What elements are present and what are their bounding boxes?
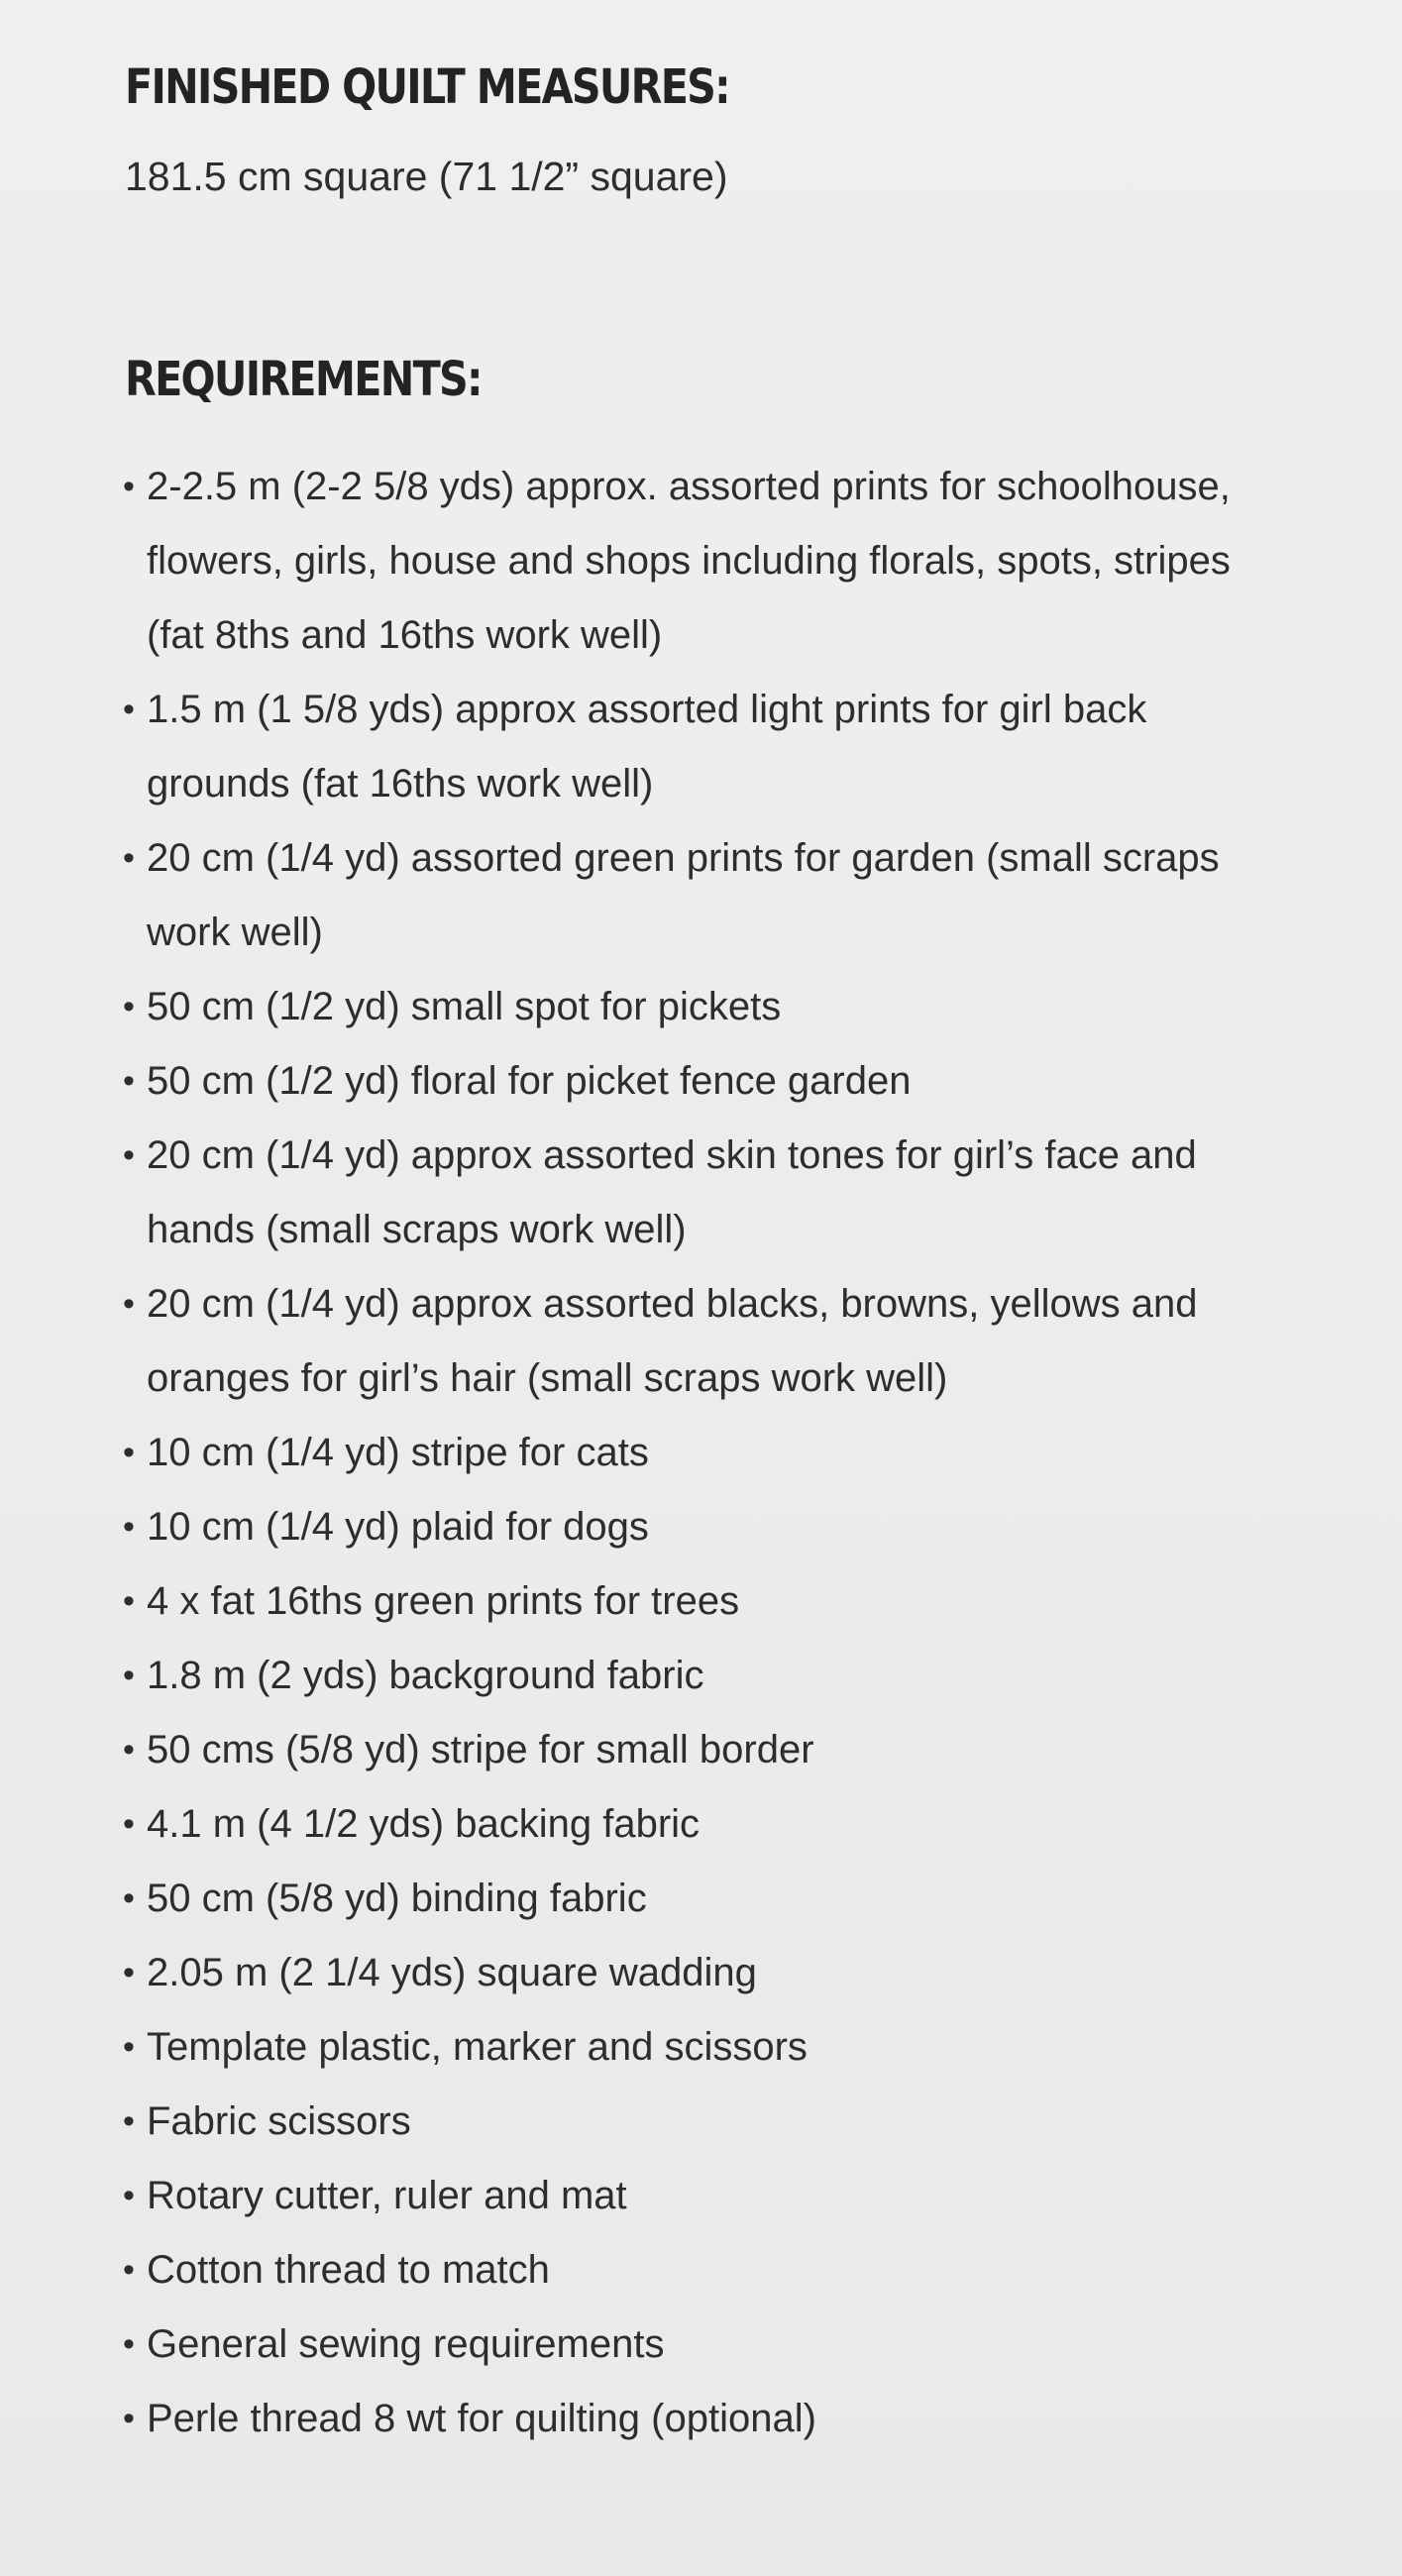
- requirements-heading: REQUIREMENTS:: [125, 351, 482, 407]
- list-item: • 1.5 m (1 5/8 yds) approx assorted light prints for girl back grounds (fat 16ths work well): [125, 673, 1294, 821]
- list-item: • 20 cm (1/4 yd) approx assorted blacks, browns, yellows and oranges for girl’s hair (small scraps work well): [125, 1267, 1294, 1416]
- finished-measure: 181.5 cm square (71 1/2” square): [125, 153, 728, 199]
- list-item: • 4 x fat 16ths green prints for trees: [125, 1564, 1294, 1639]
- list-item: • 50 cm (5/8 yd) binding fabric: [125, 1862, 1294, 1936]
- list-item: • 1.8 m (2 yds) background fabric: [125, 1639, 1294, 1713]
- list-item: • 20 cm (1/4 yd) approx assorted skin tones for girl’s face and hands (small scraps work well): [125, 1119, 1294, 1267]
- quilt-requirements-page: [125, 59, 1294, 2456]
- list-item: • 4.1 m (4 1/2 yds) backing fabric: [125, 1787, 1294, 1862]
- list-item: • 20 cm (1/4 yd) assorted green prints for garden (small scraps work well): [125, 821, 1294, 970]
- list-item: • Perle thread 8 wt for quilting (optional): [125, 2382, 1294, 2456]
- requirements-list: [125, 450, 1294, 2456]
- list-item: • Rotary cutter, ruler and mat: [125, 2159, 1294, 2233]
- finished-heading: FINISHED QUILT MEASURES:: [125, 59, 729, 115]
- list-item: • 50 cms (5/8 yd) stripe for small border: [125, 1713, 1294, 1787]
- list-item: • 10 cm (1/4 yd) plaid for dogs: [125, 1490, 1294, 1564]
- list-item: • 50 cm (1/2 yd) floral for picket fence garden: [125, 1044, 1294, 1119]
- list-item: • 2.05 m (2 1/4 yds) square wadding: [125, 1936, 1294, 2010]
- list-item: • 10 cm (1/4 yd) stripe for cats: [125, 1416, 1294, 1490]
- list-item: • 2-2.5 m (2-2 5/8 yds) approx. assorted prints for schoolhouse, flowers, girls, house and shops including florals, spots, stripes (fat 8ths and 16ths work well): [125, 450, 1294, 673]
- list-item: • Cotton thread to match: [125, 2233, 1294, 2308]
- list-item: • 50 cm (1/2 yd) small spot for pickets: [125, 970, 1294, 1044]
- list-item: • Template plastic, marker and scissors: [125, 2010, 1294, 2085]
- list-item: • Fabric scissors: [125, 2085, 1294, 2159]
- list-item: • General sewing requirements: [125, 2308, 1294, 2382]
